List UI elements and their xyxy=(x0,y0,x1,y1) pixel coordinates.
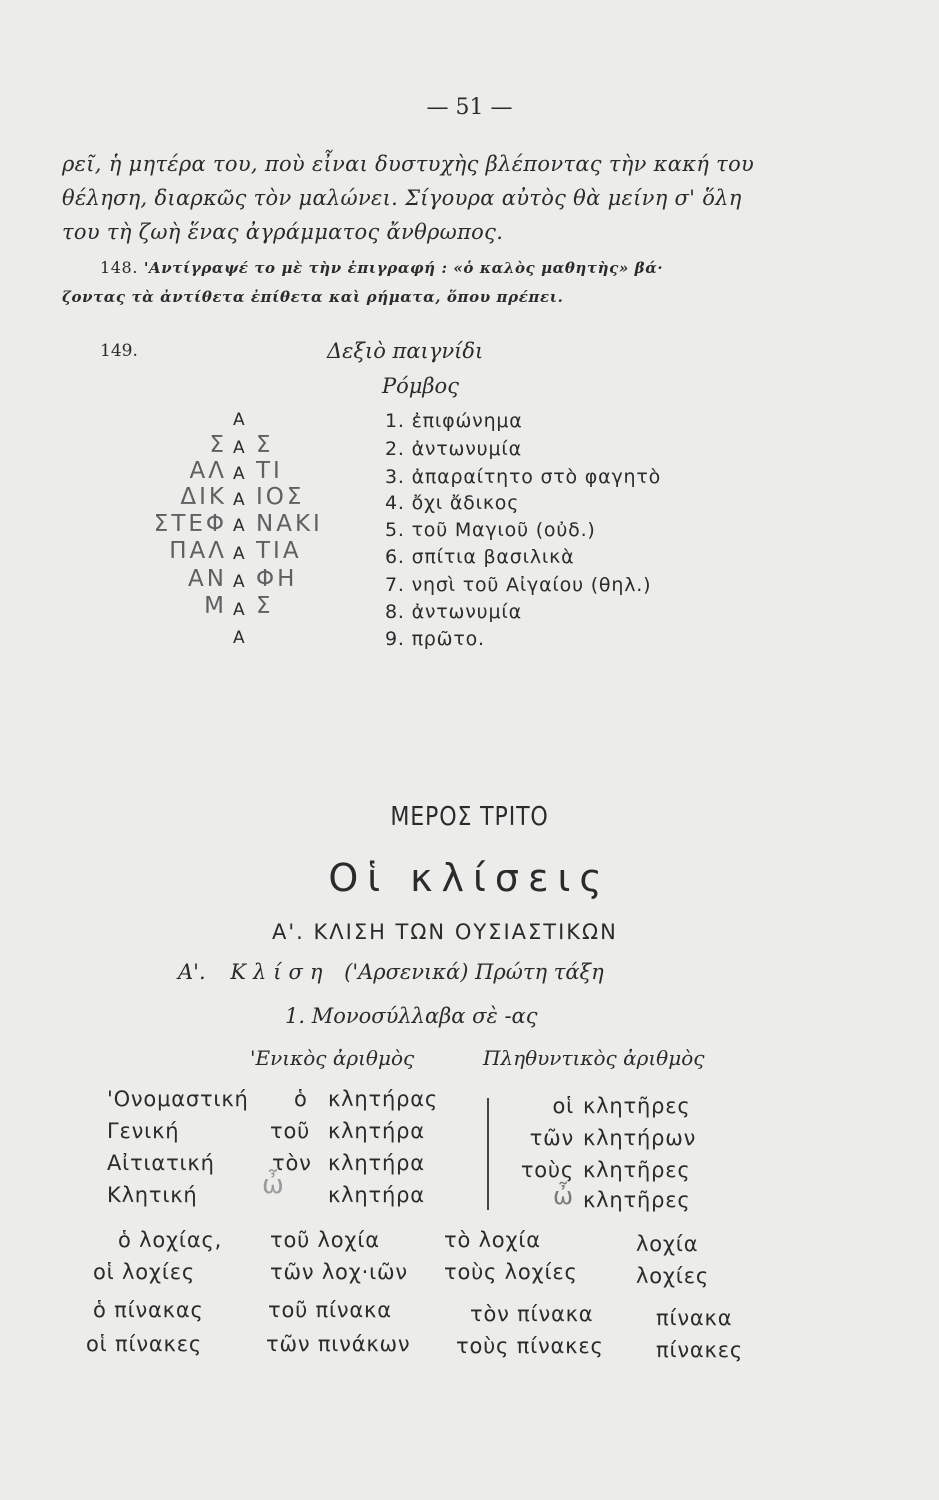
gen-pl-noun: κλητήρων xyxy=(583,1126,697,1150)
clue-8: 8. ἀντωνυμία xyxy=(385,601,522,623)
handwritten-left-2: Σ xyxy=(209,432,227,458)
diamond-letter-2: Α xyxy=(233,438,245,458)
voc-pl-noun: κλητῆρες xyxy=(583,1188,691,1212)
exercise-148-text-1: 'Αντίγραψέ το μὲ τὴν ἐπιγραφή : «ὁ καλὸς μαθητὴς» βά· xyxy=(143,259,664,277)
handwritten-left-8: Μ xyxy=(204,593,227,619)
vocative-handwritten-pl: ὦ xyxy=(553,1182,577,1210)
exercise-148-line-2: ζοντας τὰ ἀντίθετα ἐπίθετα καὶ ρήματα, ὅπου πρέπει. xyxy=(62,288,564,306)
ex1-sg-nom: ὁ λοχίας, xyxy=(118,1228,223,1252)
subheading: 1. Μονοσύλλαβα σὲ -ας xyxy=(285,1004,538,1028)
exercise-148-number: 148. xyxy=(100,258,139,277)
declension-heading xyxy=(178,960,604,984)
ex2-sg-acc: τὸν πίνακα xyxy=(470,1302,594,1326)
voc-sg-noun: κλητήρα xyxy=(328,1183,425,1207)
section-heading: Α'. ΚΛΙΣΗ ΤΩΝ ΟΥΣΙΑΣΤΙΚΩΝ xyxy=(272,920,618,944)
acc-sg-article: τὸν xyxy=(272,1151,312,1175)
ex1-sg-voc: λοχία xyxy=(636,1232,699,1256)
case-accusative: Αἰτιατική xyxy=(107,1151,215,1175)
handwritten-right-7: ΦΗ xyxy=(256,566,298,592)
ex2-pl-acc: τοὺς πίνακες xyxy=(456,1334,604,1358)
diamond-letter-3: Α xyxy=(233,464,245,484)
diamond-letter-7: Α xyxy=(233,572,245,592)
diamond-letter-6: Α xyxy=(233,544,245,564)
handwritten-right-4: ΙΟΣ xyxy=(256,484,305,510)
handwritten-right-2: Σ xyxy=(256,432,274,458)
acc-pl-noun: κλητῆρες xyxy=(583,1158,691,1182)
handwritten-left-6: ΠΑΛ xyxy=(169,538,227,564)
ex2-pl-nom: οἱ πίνακες xyxy=(86,1332,203,1356)
diamond-letter-9: Α xyxy=(233,628,245,648)
part-title: ΜΕΡΟΣ ΤΡΙΤΟ xyxy=(390,802,549,832)
handwritten-left-7: ΑΝ xyxy=(188,566,227,592)
ex1-pl-voc: λοχίες xyxy=(636,1264,709,1288)
acc-pl-article: τοὺς xyxy=(520,1158,574,1182)
ex1-sg-acc: τὸ λοχία xyxy=(444,1228,541,1252)
handwritten-right-5: ΝΑΚΙ xyxy=(256,511,323,537)
ex2-pl-gen: τῶν πινάκων xyxy=(266,1332,411,1356)
exercise-149-title: Δεξιὸ παιγνίδι xyxy=(327,339,484,363)
vocative-handwritten-sg: ὦ xyxy=(262,1170,287,1200)
diamond-letter-4: Α xyxy=(233,490,245,510)
intro-line-2: θέληση, διαρκῶς τὸν μαλώνει. Σίγουρα αὐτὸς θὰ μείνη σ' ὅλη xyxy=(62,186,742,210)
nom-pl-noun: κλητῆρες xyxy=(583,1094,691,1118)
declension-rest: Πρώτη τάξη xyxy=(475,960,604,984)
clue-6: 6. σπίτια βασιλικὰ xyxy=(385,546,575,568)
handwritten-left-5: ΣΤΕΦ xyxy=(153,511,227,537)
intro-line-3: του τὴ ζωὴ ἕνας ἀγράμματος ἄνθρωπος. xyxy=(62,220,504,244)
clue-1: 1. ἐπιφώνημα xyxy=(385,410,523,432)
clue-5: 5. τοῦ Μαγιοῦ (οὐδ.) xyxy=(385,519,596,541)
acc-sg-noun: κλητήρα xyxy=(328,1151,425,1175)
ex2-sg-nom: ὁ πίνακας xyxy=(93,1298,204,1322)
case-genitive: Γενική xyxy=(107,1119,180,1143)
ex2-sg-voc: πίνακα xyxy=(656,1306,733,1330)
case-nominative: 'Ονομαστική xyxy=(107,1087,249,1111)
diamond-letter-5: Α xyxy=(233,516,245,536)
intro-line-1: ρεῖ, ἡ μητέρα του, ποὺ εἶναι δυστυχὴς βλέποντας τὴν κακή του xyxy=(62,152,755,176)
exercise-148-line-1 xyxy=(100,258,663,277)
clue-4: 4. ὄχι ἄδικος xyxy=(385,492,520,514)
clue-7: 7. νησὶ τοῦ Αἰγαίου (θηλ.) xyxy=(385,574,652,596)
clue-3: 3. ἀπαραίτητο στὸ φαγητὸ xyxy=(385,466,662,488)
handwritten-right-6: ΤΙΑ xyxy=(256,538,302,564)
gen-sg-noun: κλητήρα xyxy=(328,1119,425,1143)
exercise-149-subtitle: Ρόμβος xyxy=(382,374,459,398)
handwritten-left-4: ΔΙΚ xyxy=(180,484,227,510)
table-divider xyxy=(487,1098,489,1210)
diamond-letter-1: Α xyxy=(233,410,245,430)
case-vocative: Κλητική xyxy=(107,1183,198,1207)
handwritten-right-3: ΤΙ xyxy=(256,458,283,484)
ex1-sg-gen: τοῦ λοχία xyxy=(270,1228,380,1252)
diamond-letter-8: Α xyxy=(233,600,245,620)
declension-label: Α'. xyxy=(178,960,206,984)
nom-pl-article: οἱ xyxy=(552,1094,574,1118)
header-plural: Πληθυντικὸς ἀριθμὸς xyxy=(483,1046,705,1070)
gen-pl-article: τῶν xyxy=(529,1126,574,1150)
nom-sg-article: ὁ xyxy=(294,1087,308,1111)
header-singular: 'Ενικὸς ἀριθμὸς xyxy=(250,1046,415,1070)
clue-9: 9. πρῶτο. xyxy=(385,628,485,650)
ex2-pl-voc: πίνακες xyxy=(656,1338,743,1362)
clue-2: 2. ἀντωνυμία xyxy=(385,438,522,460)
handwritten-right-8: Σ xyxy=(256,593,274,619)
ex1-pl-nom: οἱ λοχίες xyxy=(93,1260,196,1284)
declension-paren: ('Αρσενικά) xyxy=(344,960,469,984)
page-number: — 51 — xyxy=(426,95,513,120)
handwritten-left-3: ΑΛ xyxy=(189,458,227,484)
ex2-sg-gen: τοῦ πίνακα xyxy=(268,1298,392,1322)
exercise-149-number: 149. xyxy=(100,341,138,361)
ex1-pl-gen: τῶν λοχ·ιῶν xyxy=(270,1260,408,1284)
ex1-pl-acc: τοὺς λοχίες xyxy=(444,1260,578,1284)
chapter-title: Οἱ κλίσεις xyxy=(328,856,611,900)
nom-sg-noun: κλητήρας xyxy=(328,1087,438,1111)
declension-spaced: Κλίση xyxy=(230,960,330,984)
gen-sg-article: τοῦ xyxy=(270,1119,311,1143)
